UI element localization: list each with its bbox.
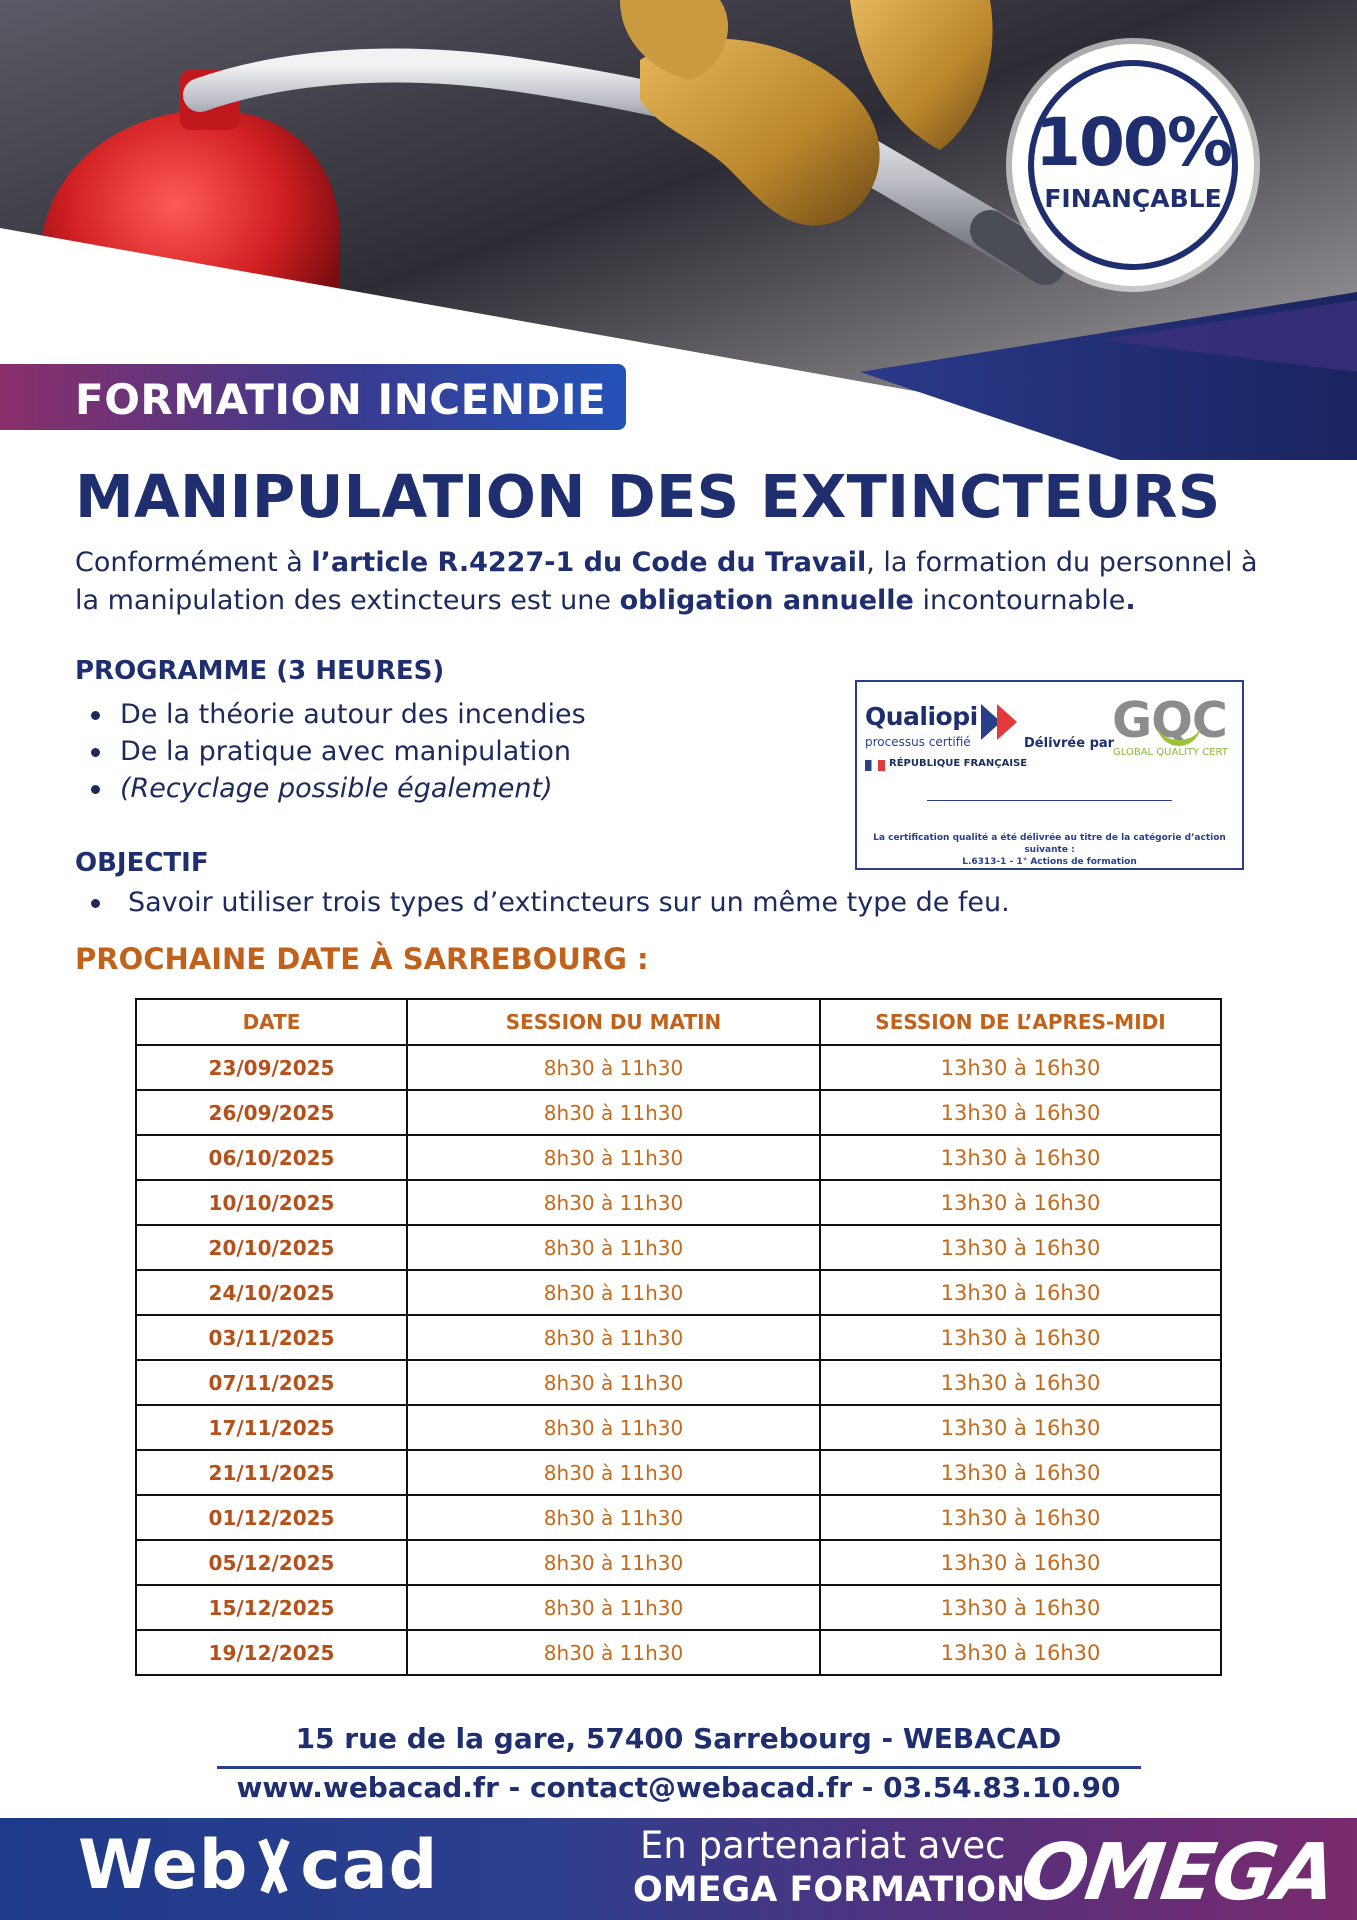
qualiopi-certificate [855, 680, 1244, 870]
morning-session-cell: 8h30 à 11h30 [407, 1450, 820, 1495]
afternoon-session-cell: 13h30 à 16h30 [820, 1045, 1221, 1090]
morning-session-cell: 8h30 à 11h30 [407, 1225, 820, 1270]
page-title: MANIPULATION DES EXTINCTEURS [75, 462, 1221, 531]
intro-text-2: , la formation du personnel à la manipulation des extincteurs est une [75, 547, 1258, 616]
schedule-table [135, 998, 1222, 1676]
intro-period: . [1125, 585, 1136, 616]
afternoon-session-cell: 13h30 à 16h30 [820, 1630, 1221, 1675]
date-cell: 24/10/2025 [136, 1270, 407, 1315]
date-cell: 06/10/2025 [136, 1135, 407, 1180]
morning-session-cell: 8h30 à 11h30 [407, 1270, 820, 1315]
intro-bold-article: l’article R.4227-1 du Code du Travail [311, 547, 867, 578]
badge-percent: 100% [1035, 104, 1231, 181]
afternoon-session-cell: 13h30 à 16h30 [820, 1360, 1221, 1405]
table-row [136, 1405, 1221, 1450]
table-row [136, 1270, 1221, 1315]
date-cell: 20/10/2025 [136, 1225, 407, 1270]
programme-item: (Recyclage possible également) [80, 770, 586, 807]
french-flag-icon [865, 760, 885, 771]
afternoon-session-cell: 13h30 à 16h30 [820, 1135, 1221, 1180]
webacad-logo [78, 1826, 438, 1905]
column-header-afternoon: SESSION DE L’APRES-MIDI [820, 999, 1221, 1045]
date-cell: 01/12/2025 [136, 1495, 407, 1540]
omega-logo: OMEGA [1015, 1828, 1340, 1918]
schedule-table-body [136, 1045, 1221, 1675]
table-row [136, 1585, 1221, 1630]
programme-heading: PROGRAMME (3 HEURES) [75, 656, 445, 686]
date-cell: 10/10/2025 [136, 1180, 407, 1225]
date-cell: 26/09/2025 [136, 1090, 407, 1135]
morning-session-cell: 8h30 à 11h30 [407, 1630, 820, 1675]
certification-note-line-2: L.6313-1 - 1° Actions de formation [962, 857, 1137, 867]
financable-badge [1012, 44, 1254, 286]
republique-label: RÉPUBLIQUE FRANÇAISE [889, 758, 1028, 769]
afternoon-session-cell: 13h30 à 16h30 [820, 1585, 1221, 1630]
date-cell: 03/11/2025 [136, 1315, 407, 1360]
morning-session-cell: 8h30 à 11h30 [407, 1180, 820, 1225]
category-tag-label: FORMATION INCENDIE [75, 375, 607, 424]
table-row [136, 1045, 1221, 1090]
address-line: 15 rue de la gare, 57400 Sarrebourg - WEBACAD [295, 1722, 1062, 1755]
webacad-logo-cad: cad [300, 1826, 439, 1905]
table-row [136, 1540, 1221, 1585]
afternoon-session-cell: 13h30 à 16h30 [820, 1270, 1221, 1315]
date-cell: 17/11/2025 [136, 1405, 407, 1450]
column-header-morning: SESSION DU MATIN [407, 999, 820, 1045]
table-row [136, 1630, 1221, 1675]
morning-session-cell: 8h30 à 11h30 [407, 1090, 820, 1135]
table-row [136, 1090, 1221, 1135]
date-cell: 07/11/2025 [136, 1360, 407, 1405]
table-row [136, 1225, 1221, 1270]
afternoon-session-cell: 13h30 à 16h30 [820, 1090, 1221, 1135]
webacad-a-icon [250, 1842, 298, 1892]
category-tag [0, 364, 626, 430]
intro-bold-obligation: obligation annuelle [619, 585, 914, 616]
afternoon-session-cell: 13h30 à 16h30 [820, 1180, 1221, 1225]
schedule-heading: PROCHAINE DATE À SARREBOURG : [75, 942, 649, 976]
gqc-logo: GQC [1112, 692, 1227, 749]
partner-line-1: En partenariat avec [640, 1824, 1006, 1867]
table-row [136, 1315, 1221, 1360]
morning-session-cell: 8h30 à 11h30 [407, 1540, 820, 1585]
morning-session-cell: 8h30 à 11h30 [407, 1405, 820, 1450]
objectif-item: Savoir utiliser trois types d’extincteurs sur un même type de feu. [80, 884, 1010, 921]
table-row [136, 1360, 1221, 1405]
afternoon-session-cell: 13h30 à 16h30 [820, 1315, 1221, 1360]
table-row [136, 1135, 1221, 1180]
footer-band [0, 1818, 1357, 1920]
morning-session-cell: 8h30 à 11h30 [407, 1495, 820, 1540]
programme-item: De la pratique avec manipulation [80, 733, 586, 770]
programme-item: De la théorie autour des incendies [80, 696, 586, 733]
delivered-by-label: Délivrée par [1024, 736, 1115, 751]
certification-note-line-1: La certification qualité a été délivrée au titre de la catégorie d’action suivante : [873, 833, 1226, 855]
signature-line [927, 800, 1172, 801]
date-cell: 21/11/2025 [136, 1450, 407, 1495]
table-row [136, 1450, 1221, 1495]
intro-paragraph [75, 544, 1285, 620]
morning-session-cell: 8h30 à 11h30 [407, 1315, 820, 1360]
date-cell: 19/12/2025 [136, 1630, 407, 1675]
qualiopi-subtitle: processus certifié [865, 735, 971, 749]
objectif-list [80, 884, 1010, 921]
programme-list [80, 696, 586, 807]
morning-session-cell: 8h30 à 11h30 [407, 1135, 820, 1180]
gqc-subtitle: GLOBAL QUALITY CERT [1113, 747, 1228, 758]
morning-session-cell: 8h30 à 11h30 [407, 1045, 820, 1090]
qualiopi-arrow-red-icon [997, 704, 1017, 740]
webacad-logo-web: Web [78, 1826, 249, 1905]
date-cell: 23/09/2025 [136, 1045, 407, 1090]
certification-note [861, 832, 1238, 868]
table-row [136, 1495, 1221, 1540]
intro-text-1: Conformément à [75, 547, 312, 578]
date-cell: 05/12/2025 [136, 1540, 407, 1585]
morning-session-cell: 8h30 à 11h30 [407, 1585, 820, 1630]
qualiopi-logo: Qualiopi [865, 702, 978, 731]
footer-divider [217, 1766, 1141, 1769]
partner-line-2: OMEGA FORMATION [633, 1870, 1026, 1910]
objectif-heading: OBJECTIF [75, 848, 209, 878]
afternoon-session-cell: 13h30 à 16h30 [820, 1450, 1221, 1495]
column-header-date: DATE [136, 999, 407, 1045]
afternoon-session-cell: 13h30 à 16h30 [820, 1225, 1221, 1270]
afternoon-session-cell: 13h30 à 16h30 [820, 1540, 1221, 1585]
table-header-row [136, 999, 1221, 1045]
afternoon-session-cell: 13h30 à 16h30 [820, 1495, 1221, 1540]
table-row [136, 1180, 1221, 1225]
morning-session-cell: 8h30 à 11h30 [407, 1360, 820, 1405]
date-cell: 15/12/2025 [136, 1585, 407, 1630]
afternoon-session-cell: 13h30 à 16h30 [820, 1405, 1221, 1450]
contact-line: www.webacad.fr - contact@webacad.fr - 03.54.83.10.90 [236, 1771, 1121, 1804]
badge-label: FINANÇABLE [1044, 184, 1222, 213]
intro-text-3: incontournable [913, 585, 1126, 616]
